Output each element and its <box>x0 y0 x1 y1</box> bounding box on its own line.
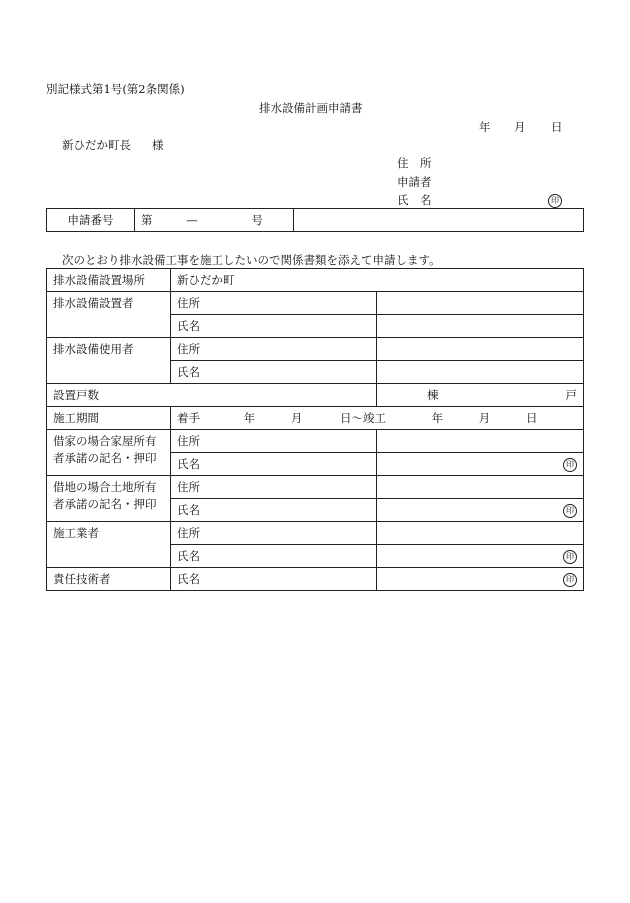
intro-text: 次のとおり排水設備工事を施工したいので関係書類を添えて申請します。 <box>62 253 441 267</box>
period-end-year: 年 <box>431 411 444 425</box>
form-reference: 別記様式第1号(第2条関係) <box>46 82 185 96</box>
date-day-label: 日 <box>551 120 563 134</box>
user-address-label: 住所 <box>171 338 377 361</box>
rent-land-address-field[interactable] <box>377 476 584 499</box>
installer-label: 排水設備設置者 <box>47 292 171 338</box>
rent-land-label-line1: 借地の場合土地所有 <box>53 480 157 494</box>
rent-land-name-label: 氏名 <box>171 499 377 522</box>
engineer-name-field[interactable] <box>377 568 584 591</box>
applicant-seal <box>548 192 562 208</box>
table-row <box>47 476 584 499</box>
app-no-dash: — <box>186 213 198 227</box>
rent-house-address-field[interactable] <box>377 430 584 453</box>
installer-name-field[interactable] <box>377 315 584 338</box>
rent-land-address-label: 住所 <box>171 476 377 499</box>
app-no-prefix: 第 <box>141 213 153 227</box>
location-value: 新ひだか町 <box>177 273 235 287</box>
application-number-table <box>46 208 584 232</box>
rent-house-label <box>47 430 171 476</box>
contractor-name-label: 氏名 <box>171 545 377 568</box>
period-day-to: 日～竣工 <box>339 411 386 425</box>
seal-mark: 印 <box>548 194 562 208</box>
table-row <box>47 384 584 407</box>
period-end-day: 日 <box>525 411 538 425</box>
table-row <box>47 338 584 361</box>
rent-land-label-line2: 者承諾の記名・押印 <box>53 497 157 511</box>
application-number-field[interactable] <box>135 209 294 232</box>
buildings-unit: 棟 <box>427 388 439 402</box>
engineer-name-label: 氏名 <box>171 568 377 591</box>
user-name-label: 氏名 <box>171 361 377 384</box>
user-label: 排水設備使用者 <box>47 338 171 384</box>
rent-land-name-field[interactable] <box>377 499 584 522</box>
addressee: 新ひだか町長 <box>62 138 131 152</box>
table-row <box>47 568 584 591</box>
period-field[interactable] <box>171 407 584 430</box>
applicant-label: 申請者 <box>397 175 432 189</box>
app-no-suffix: 号 <box>251 213 263 227</box>
date-month-label: 月 <box>514 120 526 134</box>
households-unit: 戸 <box>565 388 577 402</box>
period-end-month: 月 <box>478 411 491 425</box>
installer-address-label: 住所 <box>171 292 377 315</box>
installer-address-field[interactable] <box>377 292 584 315</box>
location-field[interactable] <box>171 269 584 292</box>
table-row <box>47 269 584 292</box>
form-title: 排水設備計画申請書 <box>259 101 363 115</box>
application-table <box>46 268 584 591</box>
period-label: 施工期間 <box>47 407 171 430</box>
rent-house-address-label: 住所 <box>171 430 377 453</box>
user-name-field[interactable] <box>377 361 584 384</box>
contractor-name-field[interactable] <box>377 545 584 568</box>
units-field[interactable] <box>377 384 584 407</box>
rent-house-label-line1: 借家の場合家屋所有 <box>53 434 157 448</box>
rent-house-name-label: 氏名 <box>171 453 377 476</box>
seal-mark: 印 <box>563 550 577 564</box>
rent-house-label-line2: 者承諾の記名・押印 <box>53 451 157 465</box>
contractor-label: 施工業者 <box>47 522 171 568</box>
period-start-year: 年 <box>243 411 256 425</box>
contractor-address-label: 住所 <box>171 522 377 545</box>
seal-mark: 印 <box>563 573 577 587</box>
engineer-label: 責任技術者 <box>47 568 171 591</box>
rent-land-label <box>47 476 171 522</box>
applicant-name-label: 氏 名 <box>397 193 432 207</box>
application-number-blank[interactable] <box>294 209 584 232</box>
table-row <box>47 522 584 545</box>
units-label: 設置戸数 <box>47 384 377 407</box>
table-row <box>47 292 584 315</box>
applicant-address-label: 住 所 <box>397 156 432 170</box>
period-start-month: 月 <box>290 411 303 425</box>
user-address-field[interactable] <box>377 338 584 361</box>
installer-name-label: 氏名 <box>171 315 377 338</box>
seal-mark: 印 <box>563 458 577 472</box>
application-number-label: 申請番号 <box>47 209 135 232</box>
date-year-label: 年 <box>479 120 491 134</box>
addressee-suffix: 様 <box>152 138 164 152</box>
seal-mark: 印 <box>563 504 577 518</box>
period-start: 着手 <box>177 411 200 425</box>
contractor-address-field[interactable] <box>377 522 584 545</box>
table-row <box>47 430 584 453</box>
location-label: 排水設備設置場所 <box>47 269 171 292</box>
table-row <box>47 407 584 430</box>
rent-house-name-field[interactable] <box>377 453 584 476</box>
